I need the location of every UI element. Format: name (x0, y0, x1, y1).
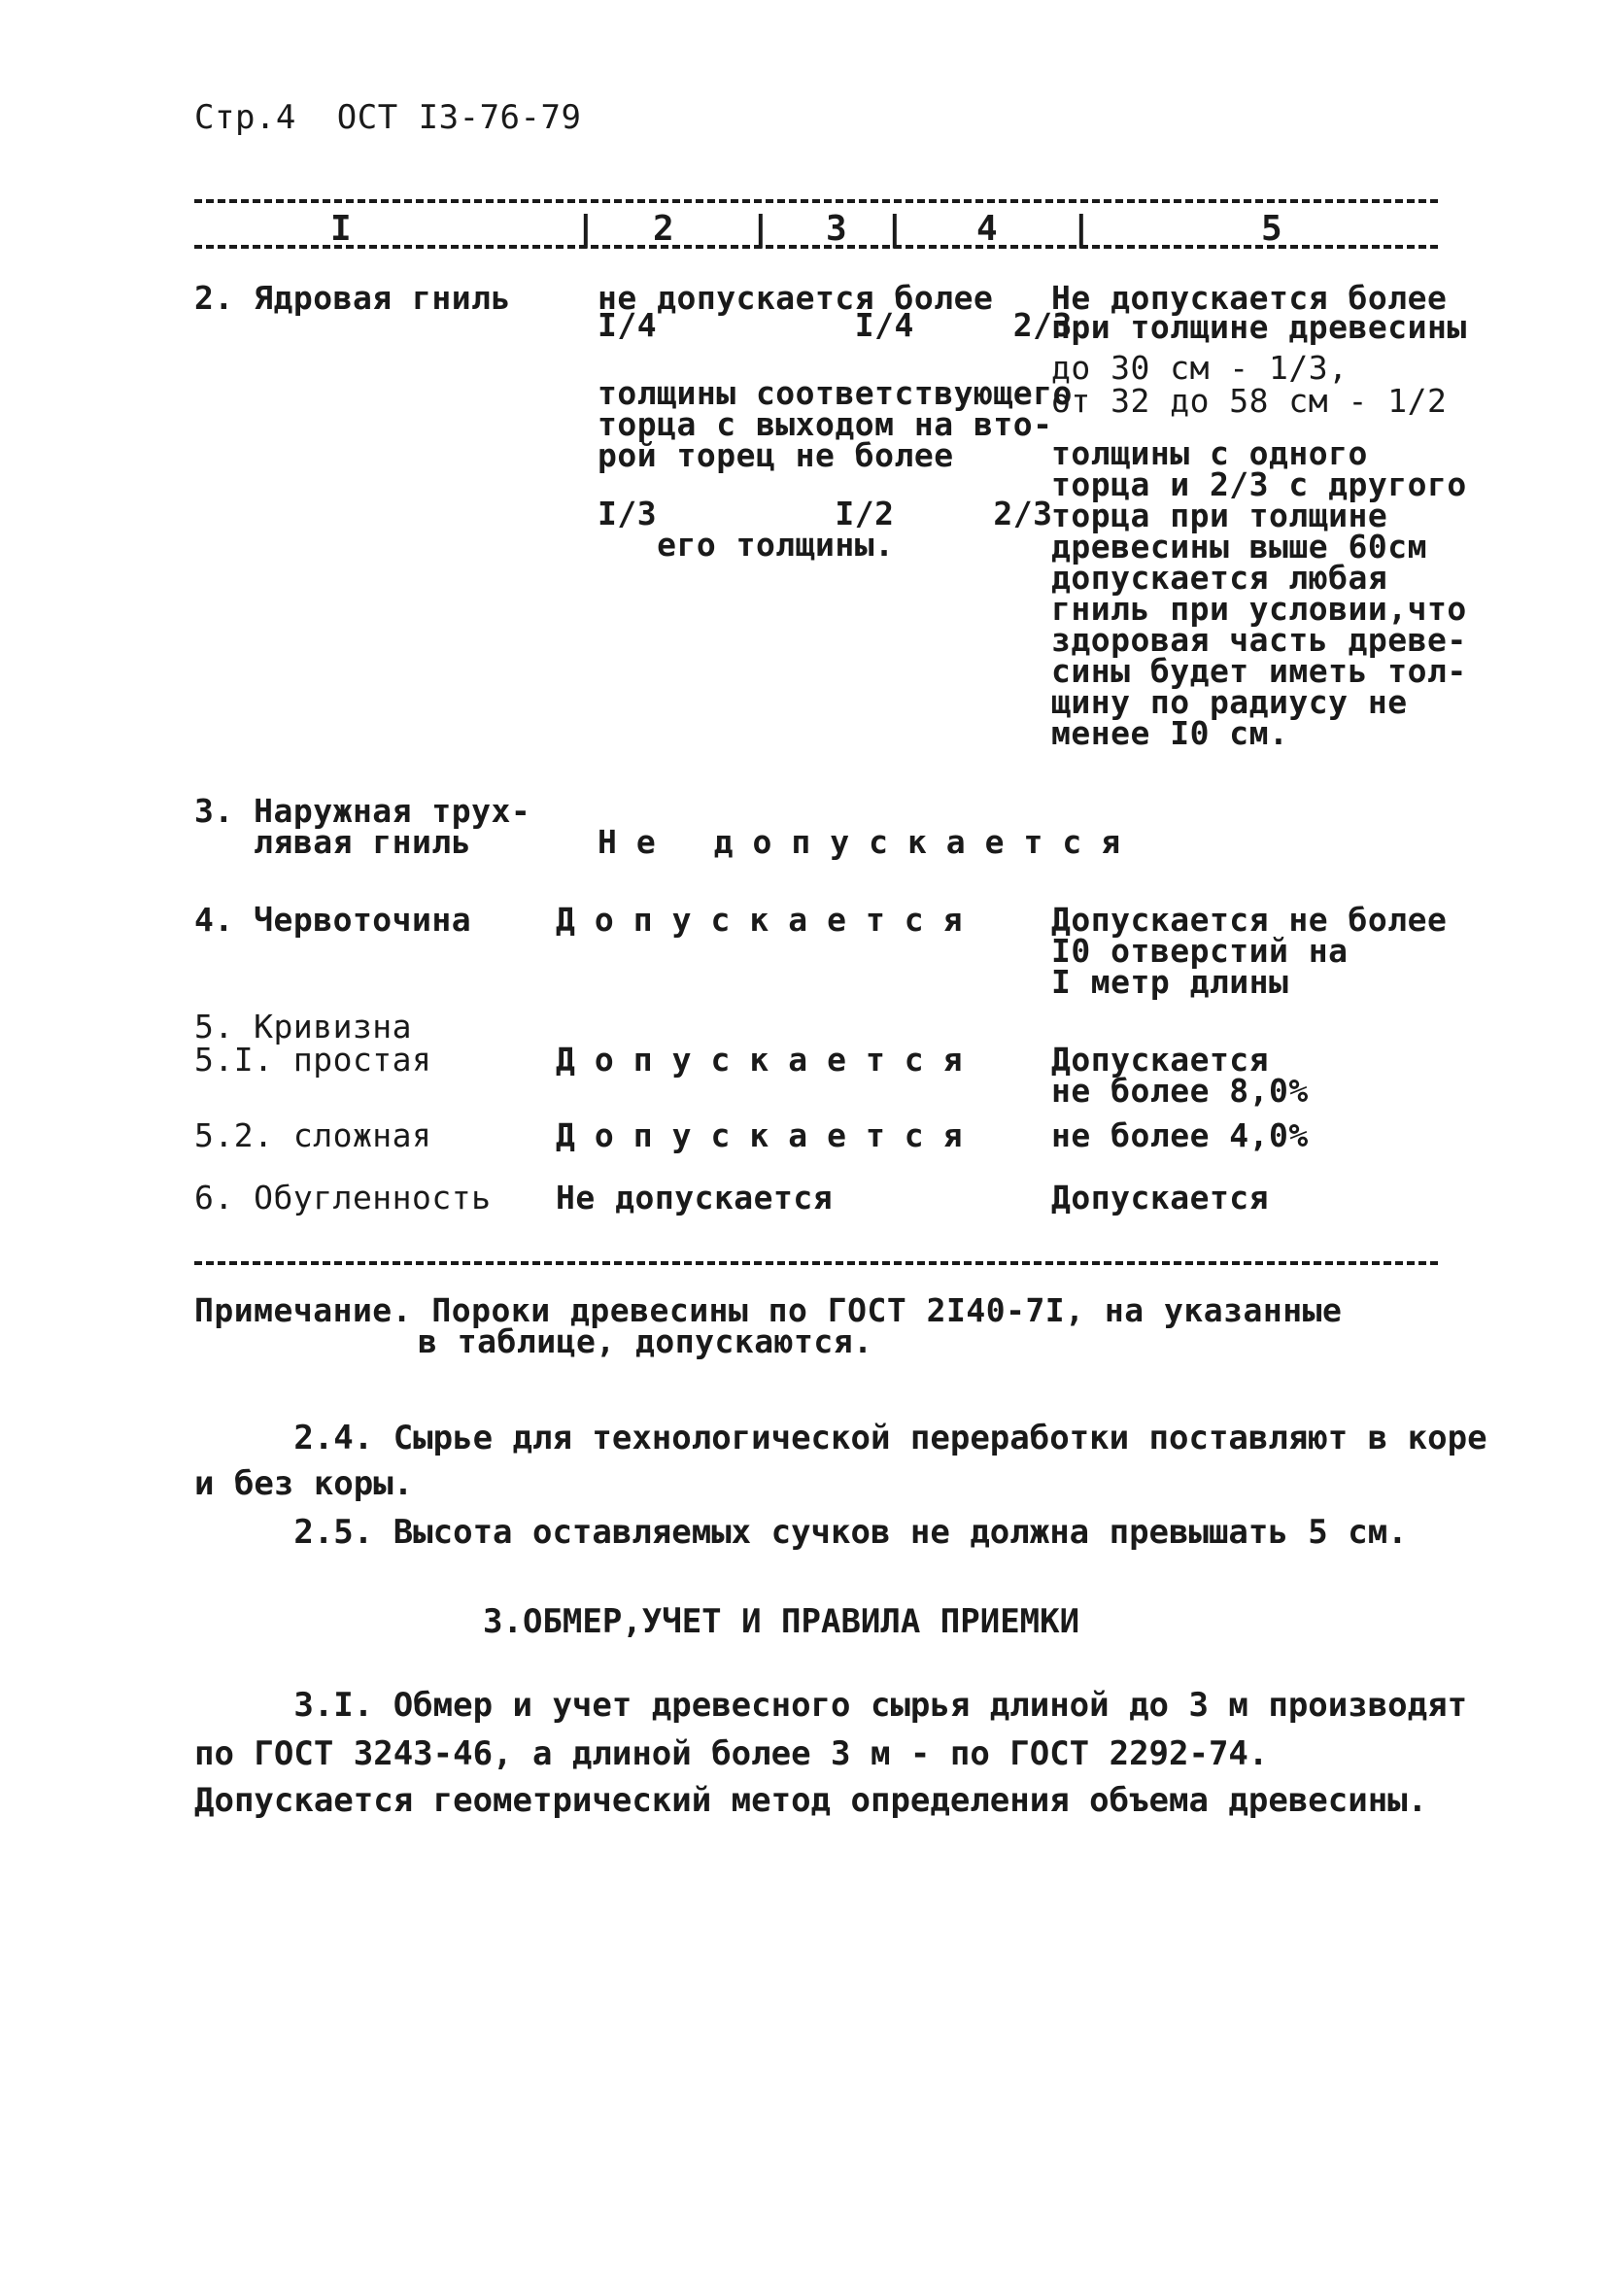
row2-right-l9: допускается любая (1051, 559, 1388, 597)
row2-right-l13: щину по радиусу не (1051, 683, 1408, 721)
row2-mid-l1: не допускается более (598, 279, 994, 317)
row2-right-l6: торца и 2/3 с другого (1051, 465, 1467, 503)
row5-sub1-name: 5.I. простая (194, 1041, 432, 1079)
row6-mid: Не допускается (556, 1179, 834, 1217)
row2-mid-l5: рой торец не более (598, 436, 954, 474)
header-sep-4: | (1071, 209, 1092, 249)
row2-name: 2. Ядровая гниль (194, 279, 511, 317)
para-2-4-line-2: и без коры. (194, 1464, 414, 1503)
row2-mid-l3: толщины соответствующего (598, 374, 1073, 412)
row4-mid: Допускается (556, 901, 982, 939)
header-sep-1: | (575, 209, 597, 249)
row5-name: 5. Кривизна (194, 1008, 413, 1045)
row5-sub2-right: не более 4,0% (1051, 1116, 1309, 1154)
row5-sub1-right-l1: Допускается (1051, 1041, 1270, 1079)
section-title: 3.ОБМЕР,УЧЕТ И ПРАВИЛА ПРИЕМКИ (483, 1602, 1080, 1641)
row2-mid-l6: I/3 I/2 2/3 (598, 495, 1053, 532)
row2-right-l12: сины будет иметь тол- (1051, 652, 1467, 690)
header-col4: 4 (976, 209, 998, 249)
row2-right-l7: торца при толщине (1051, 497, 1388, 534)
row4-name: 4. Червоточина (194, 901, 472, 939)
header-col2: 2 (653, 209, 674, 249)
row4-right-l2: I0 отверстий на (1051, 932, 1349, 970)
row2-right-l11: здоровая часть древе- (1051, 621, 1467, 659)
note-line-2: в таблице, допускаются. (418, 1322, 873, 1360)
row3-value: Не допускается (598, 823, 1141, 861)
header-sep-3: | (884, 209, 906, 249)
row2-right-l5: толщины с одного (1051, 434, 1368, 472)
page-header: Стр.4 ОСТ I3-76-79 (194, 98, 582, 137)
header-col1: I (330, 209, 352, 249)
row2-mid-l2: I/4 I/4 2/3 (598, 306, 1073, 344)
row2-right-l14: менее I0 см. (1051, 714, 1289, 752)
row2-mid-l4: торца с выходом на вто- (598, 405, 1053, 443)
row3-name-l2: лявая гниль (194, 823, 472, 861)
header-col3: 3 (826, 209, 847, 249)
header-sep-2: | (750, 209, 771, 249)
row5-sub1-right-l2: не более 8,0% (1051, 1072, 1309, 1110)
row6-name: 6. Обугленность (194, 1179, 492, 1217)
header-col5: 5 (1261, 209, 1282, 249)
header-underline (194, 245, 1438, 249)
row2-right-l3: до 30 см - 1/3, (1051, 349, 1349, 387)
para-3-1-line-3: Допускается геометрический метод определения объема древесины. (194, 1781, 1428, 1820)
row2-right-l10: гниль при условии,что (1051, 590, 1467, 628)
row2-mid-l7: его толщины. (598, 526, 895, 564)
row4-right-l3: I метр длины (1051, 963, 1289, 1001)
row5-sub2-mid: Допускается (556, 1116, 982, 1154)
para-3-1-line-2: по ГОСТ 3243-46, а длиной более 3 м - по ГОСТ 2292-74. (194, 1734, 1269, 1773)
row5-sub1-mid: Допускается (556, 1041, 982, 1079)
note-line-1: Примечание. Пороки древесины по ГОСТ 2I40-7I, на указанные (194, 1291, 1343, 1329)
row5-sub2-name: 5.2. сложная (194, 1116, 432, 1154)
row4-right-l1: Допускается не более (1051, 901, 1448, 939)
row2-right-l4: от 32 до 58 см - 1/2 (1051, 382, 1448, 420)
para-2-4-line-1: 2.4. Сырье для технологической переработки поставляют в коре (194, 1419, 1487, 1457)
table-top-rule (194, 199, 1438, 203)
para-2-5: 2.5. Высота оставляемых сучков не должна превышать 5 см. (194, 1513, 1408, 1552)
row2-right-l1: Не допускается более (1051, 279, 1448, 317)
row2-right-l8: древесины выше 60см (1051, 528, 1427, 565)
para-3-1-line-1: 3.I. Обмер и учет древесного сырья длиной до 3 м производят (194, 1686, 1468, 1725)
row3-name-l1: 3. Наружная трух- (194, 792, 531, 830)
row2-right-l2: при толщине древесины (1051, 308, 1467, 346)
row6-right: Допускается (1051, 1179, 1270, 1217)
table-bottom-rule (194, 1261, 1438, 1265)
